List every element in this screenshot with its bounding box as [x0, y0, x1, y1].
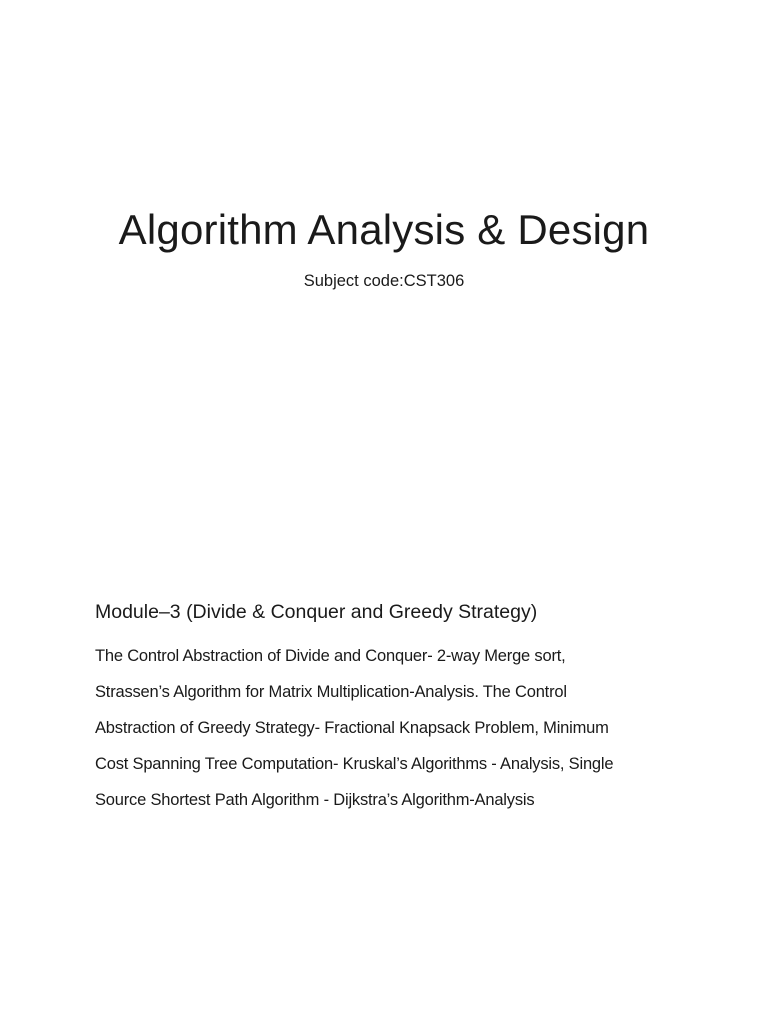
- syllabus-line: Strassen’s Algorithm for Matrix Multiplication-Analysis. The Control: [95, 683, 567, 701]
- module-heading: Module–3 (Divide & Conquer and Greedy Strategy): [95, 601, 538, 623]
- syllabus-line: Source Shortest Path Algorithm - Dijkstra’s Algorithm-Analysis: [95, 791, 535, 809]
- syllabus-line: Cost Spanning Tree Computation- Kruskal’s Algorithms - Analysis, Single: [95, 755, 614, 773]
- syllabus-line: The Control Abstraction of Divide and Conquer- 2-way Merge sort,: [95, 647, 566, 665]
- subject-code: Subject code:CST306: [303, 272, 465, 290]
- document-title: Algorithm Analysis & Design: [118, 206, 650, 253]
- syllabus-text: [95, 638, 695, 818]
- syllabus-line: Abstraction of Greedy Strategy- Fractional Knapsack Problem, Minimum: [95, 719, 609, 737]
